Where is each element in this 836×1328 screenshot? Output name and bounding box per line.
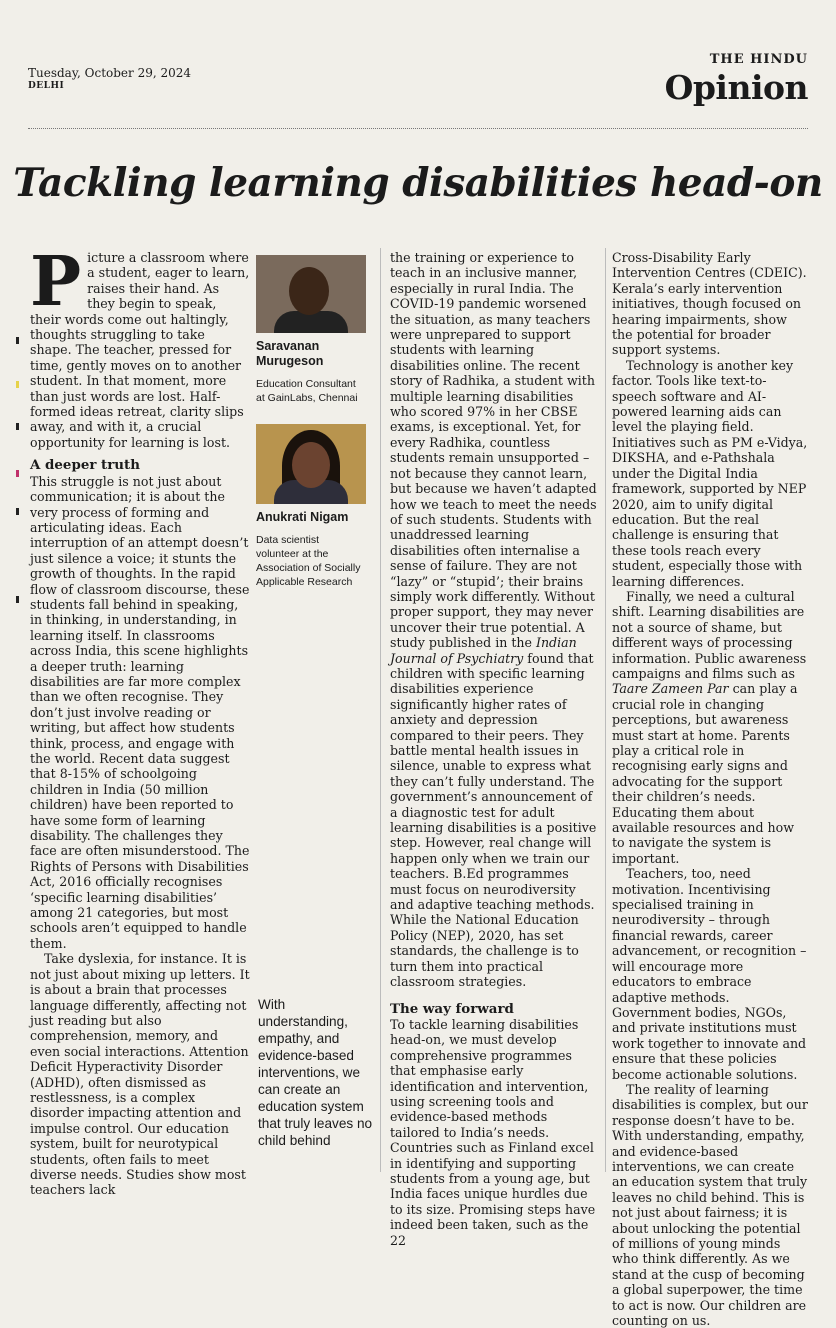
- subhead: The way forward: [390, 1000, 514, 1017]
- author-role: Education Consultant at GainLabs, Chennai: [256, 378, 358, 404]
- paragraph: This struggle is not just about communication; it is about the very process of forming and articulating ideas. Each interruption of an attempt doesn’t just silence a voice; it stunts the growth of thoughts. In the rapid flow of classroom discourse, these students fall behind in speaking, in thinking, in understanding, in learning itself. In classrooms across India, this scene highlights a deeper truth: learning disabilities are far more complex than we often recognise. They don’t just involve reading or writing, but affect how students think, process, and engage with the world. Recent data suggest that 8-15% of schoolgoing children in India (50 million children) have been reported to have some form of learning disability. The challenges they face are often misunderstood. The Rights of Persons with Disabilities Act, 2016 officially recognises ‘specific learning disabilities’ among 21 categories, but most schools aren’t equipped to handle them.: [30, 473, 250, 951]
- author-card: [256, 424, 378, 589]
- author-card: [256, 255, 378, 405]
- masthead: [665, 52, 808, 105]
- paragraph: Take dyslexia, for instance. It is not just about mixing up letters. It is about a brain that processes language differently, affecting not just reading but also comprehension, memory, and even social interactions. Attention Deficit Hyperactivity Disorder (ADHD), often dismissed as restlessness, is a complex disorder impacting attention and impulse control. Our education system, built for neurotypical students, often fails to meet diverse needs. Studies show most teachers lack: [30, 951, 250, 1198]
- paragraph: The reality of learning disabilities is complex, but our response doesn’t have to be. With understanding, empathy, and evidence-based interventions, we can create an education system that truly leaves no child behind. This is not just about fairness; it is about unlocking the potential of millions of young minds who think differently. As we stand at the cusp of becoming a global superpower, the time to act is now. Our children are counting on us.: [612, 1081, 808, 1328]
- author-name: Saravanan Murugeson: [256, 339, 324, 368]
- author-photo: [256, 424, 366, 504]
- column-divider: [605, 248, 606, 1172]
- author-photo: [256, 255, 366, 333]
- margin-mark: [16, 508, 19, 515]
- margin-mark: [16, 381, 19, 388]
- paper-name: THE HINDU: [709, 52, 808, 67]
- author-name: Anukrati Nigam: [256, 510, 349, 524]
- article-column-2: [390, 250, 600, 1248]
- date: Tuesday, October 29, 2024: [28, 66, 192, 80]
- city: DELHI: [28, 81, 65, 91]
- drop-cap: P: [30, 242, 82, 322]
- section-name: Opinion: [664, 68, 808, 107]
- article-column-1: [30, 242, 250, 1198]
- film-title: Taare Zameen Par: [612, 681, 729, 697]
- paragraph: Technology is another key factor. Tools like text-to-speech software and AI-powered learning aids can level the playing field. Initiatives such as PM e-Vidya, DIKSHA, and e-Pathshala under the Digital India framework, supported by NEP 2020, aim to unify digital education. But the real challenge is ensuring that these tools reach every student, especially those with learning differences.: [612, 357, 808, 589]
- subhead: A deeper truth: [30, 457, 140, 474]
- margin-mark: [16, 423, 19, 430]
- dateline: [28, 66, 191, 91]
- author-role: Data scientist volunteer at the Association of Socially Applicable Research: [256, 534, 361, 588]
- header-rule: [28, 128, 808, 129]
- paragraph: icture a classroom where a student, eager to learn, raises their hand. As they begin to speak, their words come out haltingly, thoughts struggling to take shape. The teacher, pressed for time, gently moves on to another student. In that moment, more than just words are lost. Half-formed ideas retreat, clarity slips away, and with it, a crucial opportunity for learning is lost.: [30, 250, 250, 450]
- headline: Tackling learning disabilities head-on: [13, 160, 823, 206]
- paragraph: To tackle learning disabilities head-on, we must develop comprehensive programmes that emphasise early identification and intervention, using screening tools and evidence-based methods tailored to India’s needs. Countries such as Finland excel in identifying and supporting students from a young age, but India faces unique hurdles due to its size. Promising steps have indeed been taken, such as the 22: [390, 1016, 596, 1248]
- margin-mark: [16, 337, 19, 344]
- paragraph: the training or experience to teach in an inclusive manner, especially in rural India. The COVID-19 pandemic worsened the situation, as many teachers were unprepared to support students with learning disabilities online. The recent story of Radhika, a student with multiple learning disabilities who scored 97% in her CBSE exams, is exceptional. Yet, for every Radhika, countless students remain unsupported – not because they cannot learn, but because we haven’t adapted how we teach to meet the needs of such students. Students with unaddressed learning disabilities often internalise a sense of failure. They are not “lazy” or “stupid’; their brains simply work differently. Without proper support, they may never uncover their true potential. A study published in the Indian Journal of Psychiatry found that children with specific learning disabilities experience significantly higher rates of anxiety and depression compared to their peers. They battle mental health issues in silence, unable to express what they can’t fully understand. The government’s announcement of a diagnostic test for adult learning disabilities is a positive step. However, real change will happen only when we train our teachers. B.Ed programmes must focus on neurodiversity and adaptive teaching methods. While the National Education Policy (NEP), 2020, has set standards, the challenge is to turn them into practical classroom strategies.: [390, 250, 597, 990]
- journal-title: Indian Journal of Psychiatry: [390, 635, 577, 666]
- pull-quote: With understanding, empathy, and evidence-based interventions, we can create an education system that truly leaves no child behind: [258, 997, 373, 1148]
- article-column-3: [612, 250, 810, 1328]
- paragraph: Cross-Disability Early Intervention Centres (CDEIC). Kerala’s early intervention initiatives, though focused on hearing impairments, show the potential for broader support systems.: [612, 250, 807, 358]
- paragraph: Finally, we need a cultural shift. Learning disabilities are not a source of shame, but different ways of processing information. Public awareness campaigns and films such as Taare Zameen Par can play a crucial role in changing perceptions, but awareness must start at home. Parents play a critical role in recognising early signs and advocating for the support their children’s needs. Educating them about available resources and how to navigate the system is important.: [612, 588, 807, 866]
- margin-mark: [16, 470, 19, 477]
- margin-mark: [16, 596, 19, 603]
- paragraph: Teachers, too, need motivation. Incentivising specialised training in neurodiversity – through financial rewards, career advancement, or recognition – will encourage more educators to embrace adaptive methods. Government bodies, NGOs, and private institutions must work together to innovate and ensure that these policies become actionable solutions.: [612, 866, 807, 1082]
- column-divider: [380, 248, 381, 1172]
